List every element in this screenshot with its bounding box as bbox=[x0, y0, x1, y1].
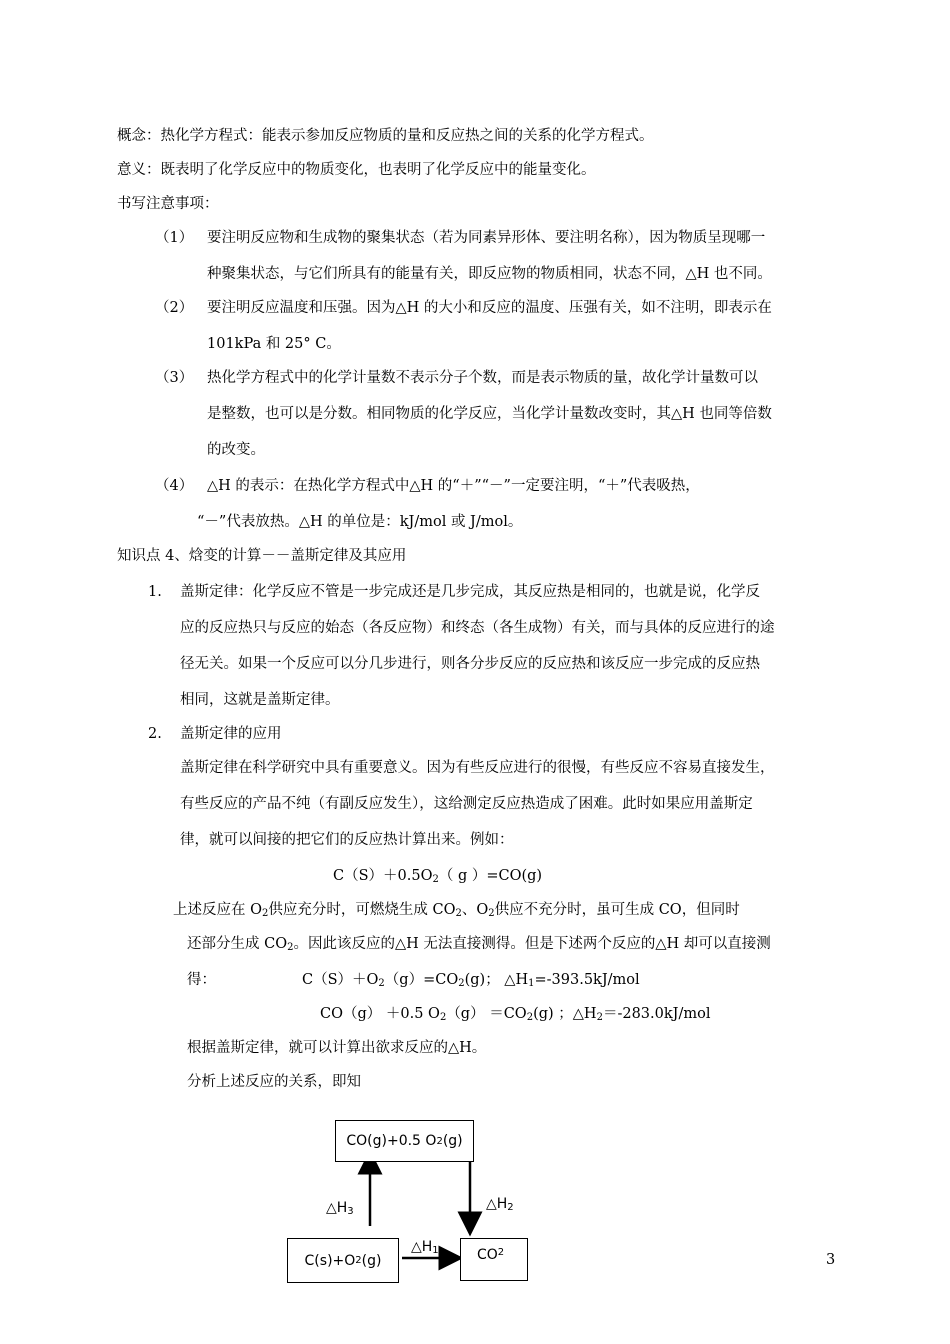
target-equation: $C(S)+0.5O_2$（ g ）=CO(g) bbox=[333, 868, 543, 885]
diagram-box-top: CO(g)+0.5 O 2 (g) bbox=[335, 1120, 474, 1162]
note-text: △H 的表示：在热化学方程式中△H 的“＋”“－”一定要注明，“＋”代表吸热， bbox=[207, 478, 700, 494]
paragraph-line: 上述反应在 $O_2$供应充分时，可燃烧生成 $CO_2$、$O_2$供应不充分时，虽可生成 CO，但同时 bbox=[173, 902, 740, 919]
hess-law-text: 应的反应热只与反应的始态（各反应物）和终态（各生成物）有关，而与具体的反应进行的途 bbox=[180, 620, 775, 636]
note-text: 热化学方程式中的化学计量数不表示分子个数，而是表示物质的量，故化学计量数可以 bbox=[207, 370, 758, 386]
conclusion-line: 根据盖斯定律，就可以计算出欲求反应的△H。 bbox=[187, 1040, 487, 1056]
hess-app-text: 律，就可以间接的把它们的反应热计算出来。例如： bbox=[180, 832, 514, 848]
note-text: “－”代表放热。△H 的单位是：kJ/mol 或 J/mol。 bbox=[197, 514, 523, 530]
hess-number-2: 2. bbox=[148, 726, 162, 742]
hess-app-text: 盖斯定律在科学研究中具有重要意义。因为有些反应进行的很慢，有些反应不容易直接发生， bbox=[180, 760, 775, 776]
note-number: （4） bbox=[155, 478, 194, 494]
note-text: 要注明反应温度和压强。因为△H 的大小和反应的温度、压强有关，如不注明，即表示在 bbox=[207, 300, 772, 316]
note-number: （1） bbox=[155, 230, 194, 246]
equation-1: $C(S)+O_2(g)=CO_2(g)$； $\triangle H_1=-393.5kJ$/mol bbox=[302, 972, 640, 989]
note-text: 要注明反应物和生成物的聚集状态（若为同素异形体、要注明名称），因为物质呈现哪一 bbox=[207, 230, 766, 246]
note-text: 的改变。 bbox=[207, 442, 265, 458]
label-dh2: $\triangle H_2$ bbox=[486, 1196, 514, 1213]
hess-app-title: 盖斯定律的应用 bbox=[180, 726, 282, 742]
hess-number-1: 1. bbox=[148, 584, 162, 600]
note-number: （3） bbox=[155, 370, 194, 386]
kp4-heading: 知识点 4、焓变的计算－－盖斯定律及其应用 bbox=[117, 548, 407, 564]
paragraph-line: 还部分生成 $CO_2$。因此该反应的△H 无法直接测得。但是下述两个反应的△H 却可以直接测 bbox=[187, 936, 771, 953]
hess-app-text: 有些反应的产品不纯（有副反应发生），这给测定反应热造成了困难。此时如果应用盖斯定 bbox=[180, 796, 753, 812]
equation-2: CO（g） ＋0.5 $O_2(g) =CO_2(g)$ ；$\triangle H_2=-283.0kJ$/mol bbox=[320, 1006, 711, 1023]
diagram-box-left: C(s)+O 2 (g) bbox=[287, 1238, 399, 1283]
hess-law-text: 相同，这就是盖斯定律。 bbox=[180, 692, 340, 708]
analysis-line: 分析上述反应的关系，即知 bbox=[187, 1074, 361, 1090]
paragraph-line: 得： bbox=[187, 972, 216, 988]
label-dh3: $\triangle H_3$ bbox=[326, 1200, 354, 1217]
hess-law-text: 径无关。如果一个反应可以分几步进行，则各分步反应的反应热和该反应一步完成的反应热 bbox=[180, 656, 760, 672]
notes-heading: 书写注意事项： bbox=[117, 196, 219, 212]
note-text: 种聚集状态，与它们所具有的能量有关，即反应物的物质相同，状态不同，△H 也不同。 bbox=[207, 266, 772, 282]
note-text: 是整数，也可以是分数。相同物质的化学反应，当化学计量数改变时，其△H 也同等倍数 bbox=[207, 406, 772, 422]
concept-line: 概念：热化学方程式：能表示参加反应物质的量和反应热之间的关系的化学方程式。 bbox=[117, 128, 654, 144]
diagram-box-right: CO 2 bbox=[460, 1238, 528, 1281]
note-text: 101kPa 和 25° C。 bbox=[207, 336, 341, 352]
label-dh1: $\triangle H_1$ bbox=[411, 1239, 439, 1256]
hess-law-text: 盖斯定律：化学反应不管是一步完成还是几步完成，其反应热是相同的，也就是说，化学反 bbox=[180, 584, 760, 600]
meaning-line: 意义：既表明了化学反应中的物质变化，也表明了化学反应中的能量变化。 bbox=[117, 162, 596, 178]
note-number: （2） bbox=[155, 300, 194, 316]
page-number: 3 bbox=[826, 1252, 836, 1268]
